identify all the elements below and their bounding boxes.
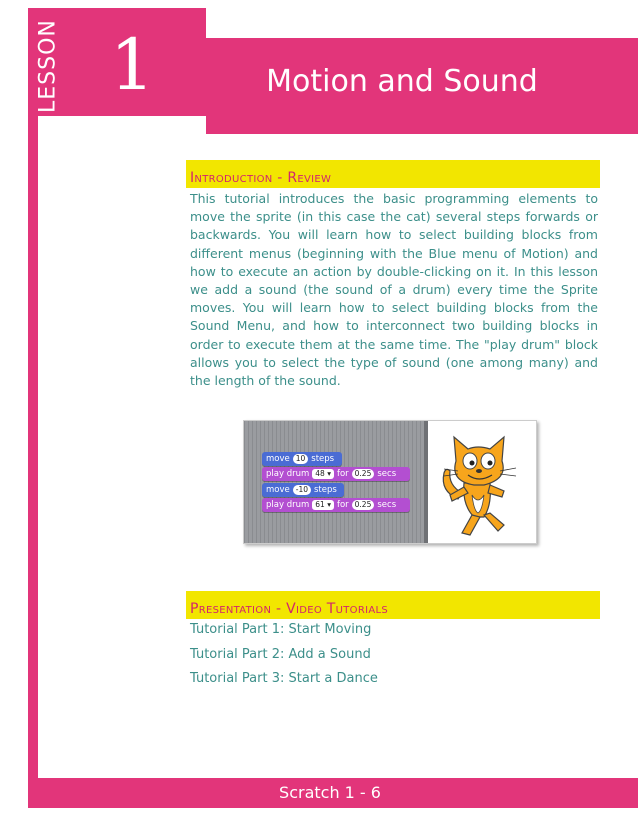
left-margin-bar xyxy=(28,8,38,808)
lesson-number: 1 xyxy=(110,24,155,106)
script-block: move -10 steps xyxy=(262,483,344,497)
page-title: Motion and Sound xyxy=(266,64,538,99)
script-block: move 10 steps xyxy=(262,452,342,466)
script-block: play drum 61 ▾ for 0.25 secs xyxy=(262,498,410,512)
intro-heading: Introduction - Review xyxy=(186,160,600,188)
stage-area xyxy=(428,421,536,543)
scratch-screenshot xyxy=(243,420,537,544)
intro-paragraph: This tutorial introduces the basic programming elements to move the sprite (in this case the cat) several steps forwards or backwards. You will learn how to select building blocks from different menus (beginning with the Blue menu of Motion) and how to execute an action by double-clicking on it. In this lesson we add a sound (the sound of a drum) every time the Sprite moves. You will learn how to select building blocks from the Sound Menu, and how to interconnect two building blocks in order to execute them at the same time. The "play drum" block allows you to select the type of sound (one among many) and the length of the sound. xyxy=(190,191,598,389)
lesson-label: LESSON xyxy=(35,19,61,113)
tutorial-link-part-1[interactable]: Tutorial Part 1: Start Moving xyxy=(190,622,372,637)
tutorial-link-part-2[interactable]: Tutorial Part 2: Add a Sound xyxy=(190,647,371,662)
script-block: play drum 48 ▾ for 0.25 secs xyxy=(262,467,410,481)
script-area xyxy=(244,421,424,543)
scratch-cat-icon xyxy=(428,421,536,543)
page-footer: Scratch 1 - 6 xyxy=(279,783,381,802)
tutorial-link-part-3[interactable]: Tutorial Part 3: Start a Dance xyxy=(190,671,378,686)
presentation-heading: Presentation - Video Tutorials xyxy=(186,591,600,619)
